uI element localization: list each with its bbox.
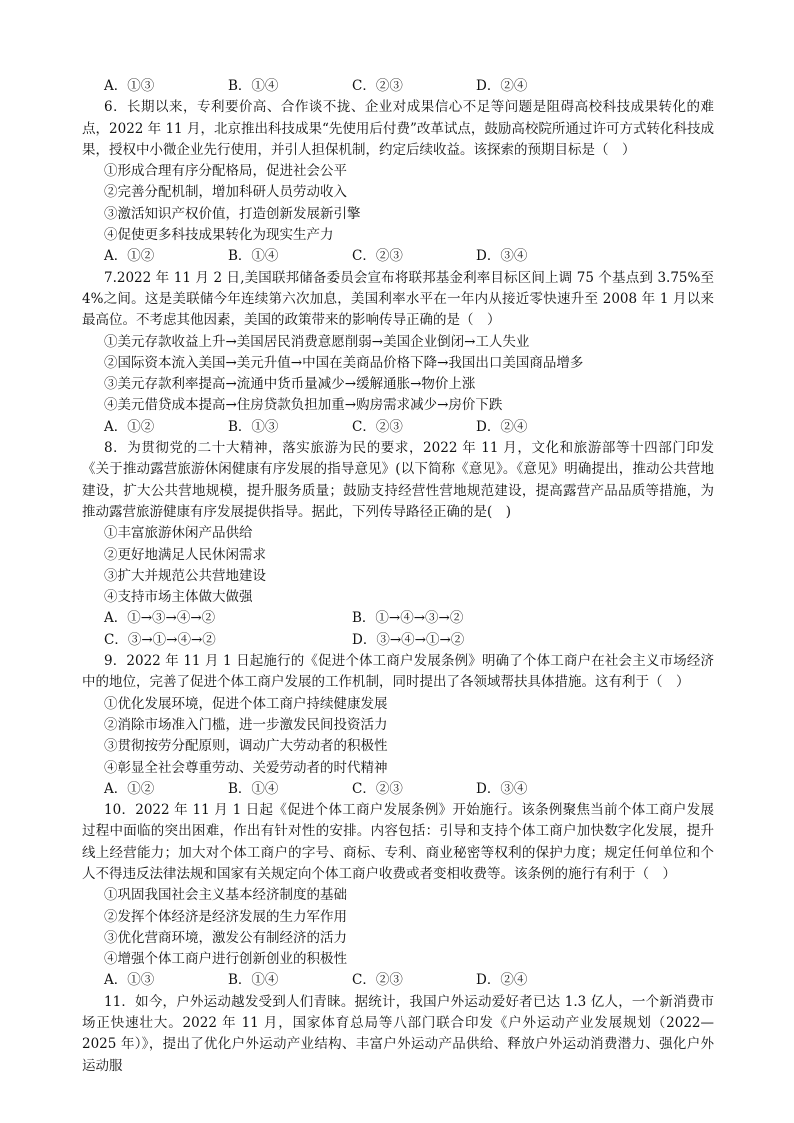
choice-d: D．②④	[476, 78, 528, 94]
question-9	[82, 651, 714, 800]
question-8	[82, 438, 714, 651]
option-1: ①形成合理有序分配格局，促进社会公平	[104, 163, 347, 180]
choice-b: B．①→④→③→②	[352, 610, 464, 627]
option-4: ④增强个体工商户进行创新创业的积极性	[104, 951, 347, 968]
option-3: ③激活知识产权价值，打造创新发展新引擎	[104, 205, 361, 222]
answer-choices	[82, 608, 714, 651]
choice-b: B．①④	[228, 972, 279, 989]
question-stem: 8．为贯彻党的二十大精神，落实旅游为民的要求，2022 年 11 月，文化和旅游部等十四部门印发《关于推动露营旅游休闲健康有序发展的指导意见》(以下简称《意见》。《意见》明确提出，推动公共营地建设，扩大公共营地规模，提升服务质量；鼓励支持经营性营地规范建设，提高露营产品品质等措施，为推动露营旅游健康有序发展提供指导。据此，下列传导路径正确的是( )	[82, 440, 714, 520]
question-stem: 6．长期以来，专利要价高、合作谈不拢、企业对成果信心不足等问题是阻碍高校科技成果转化的难点，2022 年 11 月，北京推出科技成果“先使用后付费”改革试点，鼓励高校院所通过许可方式转化科技成果，授权中小微企业先行使用，并引人担保机制，约定后续收益。该探索的预期目标是（ ）	[82, 99, 714, 158]
choice-c: C．②③	[352, 972, 403, 989]
choice-d: D．②④	[476, 418, 528, 435]
choice-d: D．②④	[476, 972, 528, 989]
question-stem: 9．2022 年 11 月 1 日起施行的《促进个体工商户发展条例》明确了个体工商户在社会主义市场经济中的地位，完善了促进个体工商户发展的工作机制，同时提出了各领域帮扶具体措施。这有利于（ ）	[82, 653, 714, 691]
choice-b: B．①④	[228, 780, 279, 797]
option-2: ②发挥个体经济是经济发展的生力军作用	[104, 908, 347, 925]
question-10	[82, 800, 714, 992]
question-stem: 7.2022 年 11 月 2 日,美国联邦储备委员会宣布将联邦基金利率目标区间上调 75 个基点到 3.75%至 4%之间。这是美联储今年连续第六次加息，美国利率水平在一年内从接近零快速升至 2008 年 1 月以来最高位。不考虑其他因素，美国的政策带来的影响传导正确的是（ ）	[82, 269, 714, 329]
choice-c: C．②③	[352, 78, 403, 94]
answer-choices	[82, 246, 714, 267]
choice-a: A．①②	[104, 418, 155, 435]
option-3: ③美元存款利率提高→流通中货币量减少→缓解通胀→物价上涨	[104, 376, 476, 393]
option-3: ③扩大并规范公共营地建设	[104, 567, 266, 584]
question-stem: 10．2022 年 11 月 1 日起《促进个体工商户发展条例》开始施行。该条例聚焦当前个体工商户发展过程中面临的突出困难，作出有针对性的安排。内容包括：引导和支持个体工商户加快数字化发展，提升线上经营能力；加大对个体工商户的字号、商标、专利、商业秘密等权利的保护力度；规定任何单位和个人不得违反法律法规和国家有关规定向个体工商户收费或者变相收费等。该条例的施行有利于（ ）	[82, 802, 714, 882]
page-content	[82, 76, 714, 1077]
choice-a: A．①②	[104, 248, 155, 265]
choice-a: A．①②	[104, 780, 155, 797]
option-4: ④美元借贷成本提高→住房贷款负担加重→购房需求减少→房价下跌	[104, 397, 503, 414]
prev-question-choices	[82, 76, 714, 97]
choice-a: A．①③	[104, 972, 155, 989]
choice-a: A．①→③→④→②	[104, 610, 216, 627]
option-1: ①优化发展环境，促进个体工商户持续健康发展	[104, 695, 388, 712]
question-stem: 11．如今，户外运动越发受到人们青睐。据统计，我国户外运动爱好者已达 1.3 亿人，一个新消费市场正快速壮大。2022 年 11 月，国家体育总局等八部门联合印发《户外运动产业发展规划（2022—2025 年）》，提出了优化户外运动产业结构、丰富户外运动产品供给、释放户外运动消费潜力、强化户外运动服	[82, 993, 714, 1074]
question-6	[82, 97, 714, 267]
choice-d: D．③④	[476, 248, 528, 265]
choice-c: C．②③	[352, 248, 403, 265]
question-7	[82, 268, 714, 438]
option-2: ②消除市场准入门槛，进一步激发民间投资活力	[104, 716, 388, 733]
option-4: ④支持市场主体做大做强	[104, 589, 253, 606]
option-1: ①丰富旅游休闲产品供给	[104, 525, 253, 542]
option-2: ②完善分配机制，增加科研人员劳动收入	[104, 184, 347, 201]
option-3: ③贯彻按劳分配原则，调动广大劳动者的积极性	[104, 738, 388, 755]
option-1: ①美元存款收益上升→美国居民消费意愿削弱→美国企业倒闭→工人失业	[104, 333, 530, 350]
option-4: ④促使更多科技成果转化为现实生产力	[104, 227, 334, 244]
choice-c: C．②③	[352, 418, 403, 435]
option-2: ②更好地满足人民休闲需求	[104, 546, 266, 563]
choice-c: C．②③	[352, 780, 403, 797]
choice-b: B．①③	[228, 418, 279, 435]
choice-b: B．①④	[228, 248, 279, 265]
option-3: ③优化营商环境，激发公有制经济的活力	[104, 929, 347, 946]
answer-choices	[82, 970, 714, 991]
option-4: ④彰显全社会尊重劳动、关爱劳动者的时代精神	[104, 759, 388, 776]
question-11	[82, 992, 714, 1077]
choice-d: D．③→④→①→②	[352, 631, 465, 648]
choice-b: B．①④	[228, 78, 279, 94]
choice-a: A．①③	[104, 78, 155, 94]
option-2: ②国际资本流入美国→美元升值→中国在美商品价格下降→我国出口美国商品增多	[104, 354, 584, 371]
answer-choices	[82, 779, 714, 800]
option-1: ①巩固我国社会主义基本经济制度的基础	[104, 887, 347, 904]
choice-d: D．③④	[476, 780, 528, 797]
choice-c: C．③→①→④→②	[104, 631, 216, 648]
answer-choices	[82, 417, 714, 438]
